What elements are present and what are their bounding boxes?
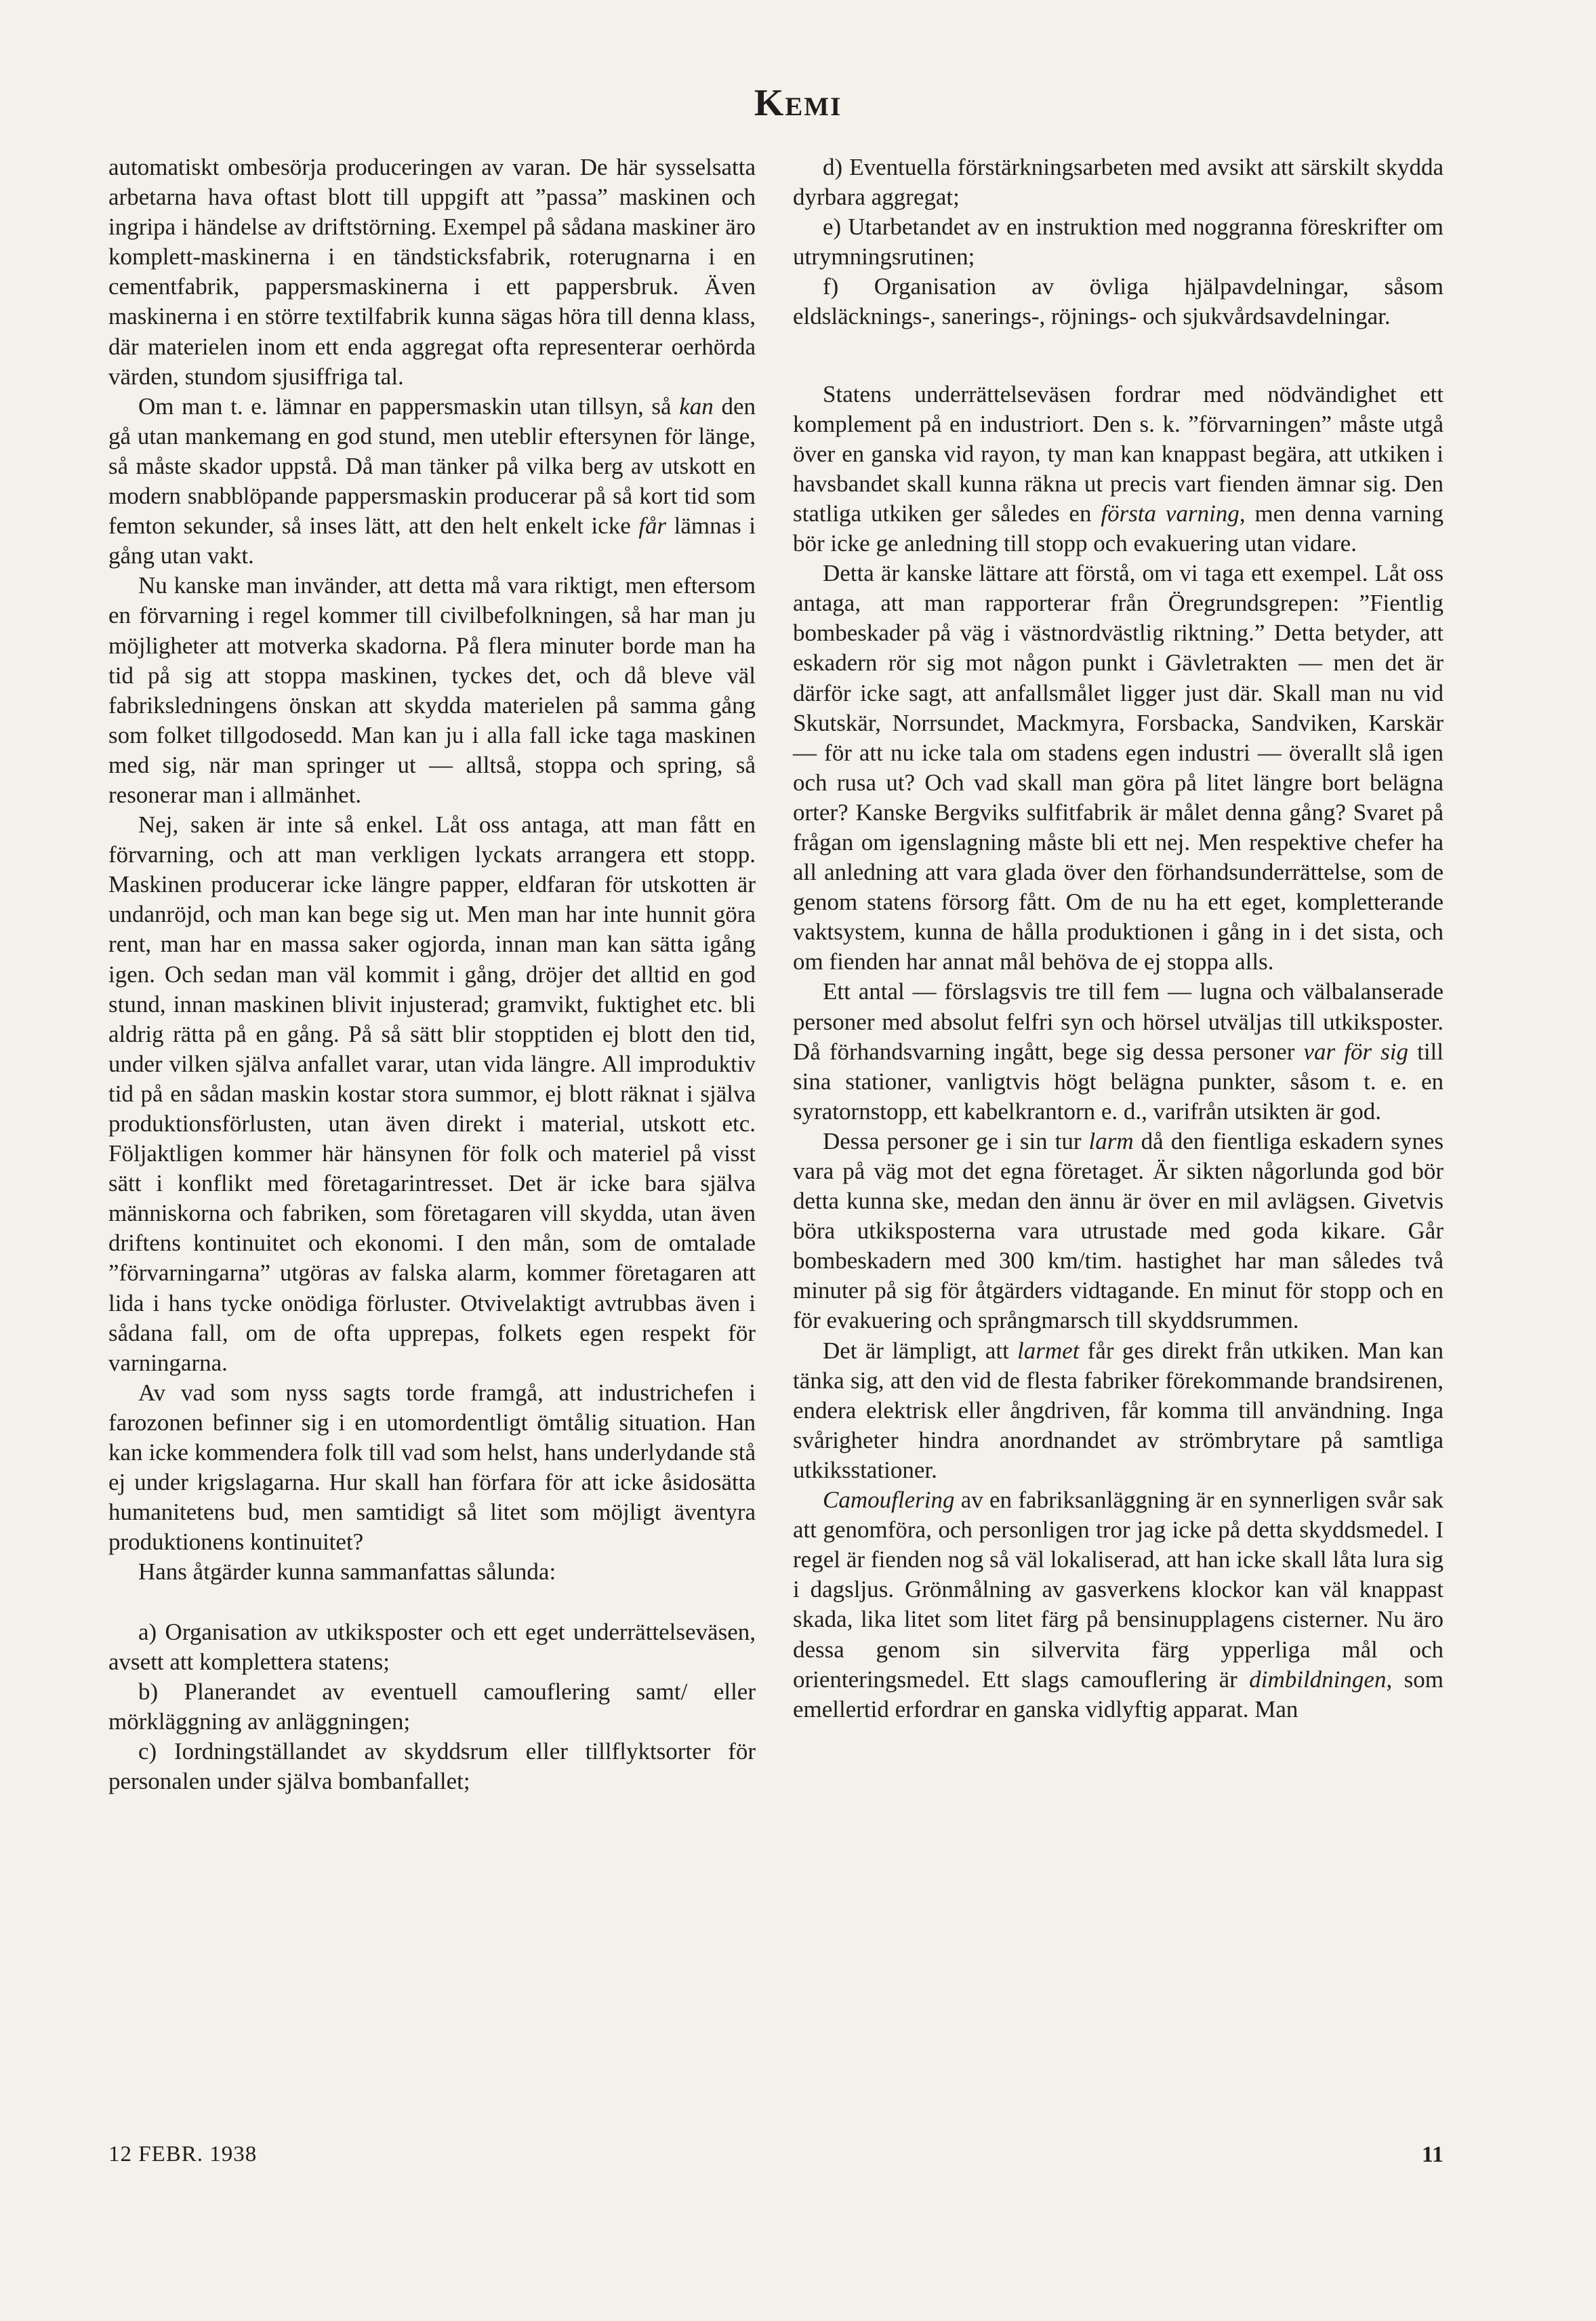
page-number: 11 [1421, 2142, 1444, 2167]
text-span: Ett antal — förslagsvis tre till fem — lugna och välbalanserade personer med absolut felfri syn och hörsel utväljas till utkiksposter. Då förhandsvarning ingått, bege sig dessa personer [793, 978, 1444, 1065]
list-item-a: a) Organisation av utkiksposter och ett eget underrättelseväsen, avsett att komplettera statens; [108, 1618, 756, 1675]
left-column [108, 153, 756, 1796]
paragraph [793, 380, 1444, 559]
list-item-d: d) Eventuella förstärkningsarbeten med avsikt att särskilt skydda dyrbara aggregat; [793, 154, 1444, 211]
text-span: Det är lämpligt, att [823, 1337, 1018, 1364]
paragraph [108, 392, 756, 571]
emphasis: larmet [1017, 1337, 1080, 1364]
text-span: den gå utan mankemang en god stund, men uteblir eftersynen för länge, så måste skador uppstå. Då man tänker på vilka berg av utskott en modern snabblöpande pappersmaskin producerar på så kort tid som femton sekunder, så inses lätt, att den helt enkelt icke [108, 392, 756, 540]
paragraph: Hans åtgärder kunna sammanfattas sålunda: [138, 1558, 556, 1586]
text-span: Dessa personer ge i sin tur [823, 1127, 1089, 1154]
paragraph: Nu kanske man invänder, att detta må vara riktigt, men eftersom en förvarning i regel kommer till civilbefolkningen, så har man ju möjligheter att motverka skadorna. På flera minuter borde man ha tid på sig att stoppa maskinen, tyckes det, och då bleve väl fabriksledningens önskan att skydda materielen på samma gång som folket tillgodosedd. Man kan ju i alla fall icke taga maskinen med sig, när man springer ut — alltså, stoppa och spring, så resonerar man i allmänhet. [108, 572, 756, 808]
paragraph [793, 1336, 1444, 1485]
emphasis: första varning [1101, 500, 1240, 527]
page-header-title: Kemi [754, 82, 842, 124]
text-span: Om man t. e. lämnar en pappersmaskin utan tillsyn, så [138, 392, 680, 420]
list-item-b: b) Planerandet av eventuell camouflering samt/ eller mörkläggning av anläggningen; [108, 1678, 756, 1735]
paragraph: Nej, saken är inte så enkel. Låt oss antaga, att man fått en förvarning, och att man verkligen lyckats arrangera ett stopp. Maskinen producerar icke längre papper, eldfaran för utskotten är undanröjd, och man kan bege sig ut. Men man har inte hunnit göra rent, man har en massa saker ogjorda, innan man kan sätta igång igen. Och sedan man väl kommit i gång, dröjer det alltid en god stund, innan maskinen blivit injusterad; gramvikt, fuktighet etc. bli aldrig rätta på en gång. På så sätt blir stopptiden ej blott den tid, under vilken själva anfallet varar, utan vida längre. All improduktiv tid på en sådan maskin kostar stora summor, ej blott räknat i själva produktionsförlusten, utan även direkt i material, utskott etc. Följaktligen kommer här hänsynen för folk och materiel på visst sätt i konflikt med företagarintresset. Det är icke bara själva människorna och fabriken, som företagaren vill skydda, utan även driftens kontinuitet och ekonomi. I den mån, som de omtalade ”förvarningarna” utgöras av falska alarm, kommer företagaren att lida i hans tycke onödiga förluster. Otvivelaktigt avtrubbas även i sådana fall, om de ofta upprepas, folkets egen respekt för varningarna. [108, 811, 756, 1376]
text-span: till sina stationer, vanligtvis högt belägna punkter, såsom t. e. en syratornstopp, ett kabelkrantorn e. d., varifrån utsikten är god. [793, 1038, 1444, 1125]
text-span: av en fabriksanläggning är en synnerligen svår sak att genomföra, och personligen tror jag icke på detta skyddsmedel. I regel är fienden nog så väl lokaliserad, att han icke skall låta lura sig i dagsljus. Grönmålning av gasverkens klockor kan väl knappast skada, lika litet som litet färg på bensinupplagens cisterner. Nu äro dessa genom sin silvervita färg ypperliga mål och orienteringsmedel. Ett slags camouflering är [793, 1487, 1444, 1693]
paragraph: Detta är kanske lättare att förstå, om vi taga ett exempel. Låt oss antaga, att man rapporterar från Öregrundsgrepen: ”Fientlig bombeskader på väg i västnordvästlig riktning.” Detta betyder, att eskadern rör sig mot någon punkt i Gävletrakten — men det är därför icke sagt, att anfallsmålet ligger just där. Skall man nu vid Skutskär, Norrsundet, Mackmyra, Forsbacka, Sandviken, Karskär — för att nu icke tala om stadens egen industri — överallt slå igen och rusa ut? Och vad skall man göra på litet längre bort belägna orter? Kanske Bergviks sulfitfabrik är målet denna gång? Svaret på frågan om igenslagning måste bli ett nej. Men respektive chefer ha all anledning att vara glada över den förhandsunderrättelse, som de genom statens försorg fått. Om de nu ha ett eget, kompletterande vaktsystem, kunna de hålla produktionen i gång in i det sista, och om fienden har annat mål behöva de ej stoppa alls. [793, 560, 1444, 975]
text-span: då den fientliga eskadern synes vara på väg mot det egna företaget. Är sikten någorlunda god bör detta kunna ske, medan den ännu är över en mil avlägsen. Givetvis böra utkiksposterna vara utrustade med goda kikare. Går bombeskadern med 300 km/tim. hastighet har man således två minuter på sig för åtgärders vidtagande. En minut för stopp och en för evakuering och språngmarsch till skyddsrummen. [793, 1127, 1444, 1334]
paragraph [793, 1127, 1444, 1336]
list-item-e: e) Utarbetandet av en instruktion med noggranna föreskrifter om utrymningsrutinen; [793, 214, 1444, 270]
emphasis: dimbildningen [1249, 1666, 1387, 1693]
emphasis: kan [679, 392, 714, 420]
emphasis: Camouflering [823, 1487, 955, 1514]
list-item-c: c) Iordningställandet av skyddsrum eller tillflyktsorter för personalen under själva bombanfallet; [108, 1737, 756, 1794]
spacer [108, 1588, 756, 1617]
paragraph: Av vad som nyss sagts torde framgå, att industrichefen i farozonen befinner sig i en utomordentligt ömtålig situation. Han kan icke kommendera folk till vad som helst, hans underlydande stå ej under krigslagarna. Hur skall han förfara för att icke åsidosätta humanitetens bud, men samtidigt så litet som möjligt äventyra produktionens kontinuitet? [108, 1379, 756, 1556]
right-column [793, 153, 1444, 1724]
emphasis: var för sig [1303, 1038, 1409, 1065]
paragraph [793, 1485, 1444, 1724]
text-span: , som emellertid erfordrar en ganska vidlyftig apparat. Man [793, 1666, 1444, 1722]
footer-date: 12 FEBR. 1938 [108, 2142, 258, 2166]
emphasis: larm [1088, 1127, 1134, 1154]
paragraph: automatiskt ombesörja produceringen av varan. De här sysselsatta arbetarna hava oftast blott till uppgift att ”passa” maskinen och ingripa i händelse av driftstörning. Exempel på sådana maskiner äro komplett-maskinerna i en tändsticksfabrik, roterugnarna i en cementfabrik, pappersmaskinerna i ett pappersbruk. Även maskinerna i en större textilfabrik kunna sägas höra till denna klass, där materielen inom ett enda aggregat ofta representerar oerhörda värden, stundom sjusiffriga tal. [108, 154, 756, 390]
emphasis: får [638, 512, 667, 540]
list-item-f: f) Organisation av övliga hjälpavdelningar, såsom eldsläcknings-, sanerings-, röjnings- och sjukvårdsavdelningar. [793, 273, 1444, 330]
text-span: , men denna varning bör icke ge anledning till stopp och evakuering utan vidare. [793, 500, 1444, 557]
text-span: Statens underrättelseväsen fordrar med nödvändighet ett komplement på en industriort. Den s. k. ”förvarningen” måste utgå över en ganska vid rayon, ty man kan knappast begära, att utkiken i havsbandet skall kunna räkna ut precis vart fienden ämnar sig. Den statliga utkiken ger således en [793, 380, 1444, 527]
spacer [793, 332, 1444, 380]
text-span: får ges direkt från utkiken. Man kan tänka sig, att den vid de flesta fabriker förekommande brandsirenen, endera elektrisk eller ångdriven, får komma till användning. Inga svårigheter hindra anordnandet av strömbrytare på samtliga utkiksstationer. [793, 1337, 1444, 1483]
text-span: lämnas i gång utan vakt. [108, 512, 756, 569]
paragraph [793, 977, 1444, 1126]
